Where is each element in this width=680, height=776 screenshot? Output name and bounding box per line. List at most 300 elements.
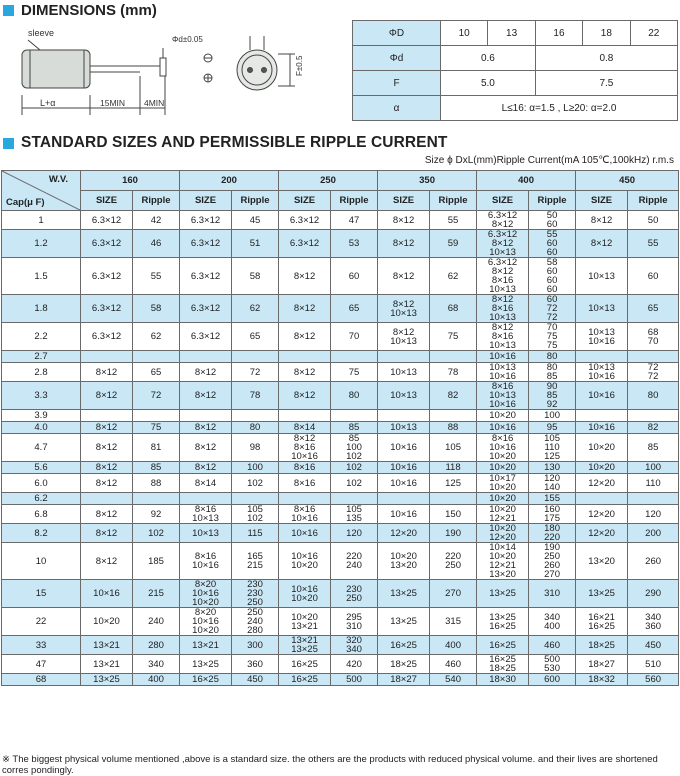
size-cell: 8×16 10×16 — [180, 543, 232, 580]
ripple-cell: 280 — [133, 636, 180, 655]
voltage-header-row — [2, 171, 679, 191]
ripple-cell: 420 — [331, 655, 378, 674]
table-row — [2, 363, 679, 382]
size-cell: 16×25 18×25 — [477, 655, 529, 674]
cap-label: Cap(μ F) — [6, 197, 45, 208]
ripple-cell: 53 — [331, 230, 378, 258]
voltage-header: 400 — [477, 171, 576, 191]
size-cell: 8×12 — [576, 211, 628, 230]
ripple-title-text: STANDARD SIZES AND PERMISSIBLE RIPPLE CURRENT — [21, 134, 448, 151]
capacitance-cell: 10 — [2, 543, 81, 580]
table-row — [2, 462, 679, 474]
ripple-cell: 340 — [133, 655, 180, 674]
ripple-cell: 46 — [133, 230, 180, 258]
size-cell: 13×21 — [81, 655, 133, 674]
size-cell: 13×25 — [378, 608, 430, 636]
size-header: SIZE — [477, 191, 529, 211]
table-row — [353, 71, 678, 96]
size-cell: 10×16 10×20 — [279, 580, 331, 608]
ripple-cell: 55 — [133, 258, 180, 295]
ripple-cell: 65 — [628, 295, 679, 323]
size-cell: 6.3×12 — [81, 211, 133, 230]
capacitance-cell: 3.9 — [2, 410, 81, 422]
ripple-cell: 102 — [232, 474, 279, 493]
capacitance-cell: 33 — [2, 636, 81, 655]
size-cell — [279, 410, 331, 422]
row-label: α — [353, 96, 441, 121]
pin-diameter-label: Φd±0.05 — [172, 35, 203, 44]
ripple-cell: 80 85 — [529, 363, 576, 382]
size-cell: 6.3×12 — [279, 230, 331, 258]
ripple-cell: 160 175 — [529, 505, 576, 524]
ripple-cell: 155 — [529, 493, 576, 505]
table-row — [2, 580, 679, 608]
voltage-header: 160 — [81, 171, 180, 191]
ripple-cell: 102 — [331, 462, 378, 474]
table-row — [353, 46, 678, 71]
ripple-cell: 115 — [232, 524, 279, 543]
ripple-cell: 105 135 — [331, 505, 378, 524]
size-cell: 6.3×12 8×12 10×13 — [477, 230, 529, 258]
size-cell: 8×12 — [81, 462, 133, 474]
size-cell: 6.3×12 — [81, 230, 133, 258]
dimensions-table — [352, 20, 678, 121]
ripple-cell: 60 — [331, 258, 378, 295]
size-cell: 8×12 — [81, 382, 133, 410]
ripple-cell: 65 — [232, 323, 279, 351]
ripple-cell: 47 — [331, 211, 378, 230]
voltage-header: 450 — [576, 171, 679, 191]
size-cell: 10×14 10×20 12×21 13×20 — [477, 543, 529, 580]
size-cell: 6.3×12 — [81, 323, 133, 351]
table-row — [2, 258, 679, 295]
size-cell: 8×16 10×13 — [180, 505, 232, 524]
size-cell: 10×20 — [477, 462, 529, 474]
size-cell: 13×25 — [81, 674, 133, 686]
ripple-cell: 105 110 125 — [529, 434, 576, 462]
ripple-cell: 58 — [232, 258, 279, 295]
ripple-cell: 290 — [628, 580, 679, 608]
size-cell — [378, 410, 430, 422]
ripple-cell: 540 — [430, 674, 477, 686]
size-cell: 10×20 13×21 — [279, 608, 331, 636]
ripple-cell — [232, 493, 279, 505]
size-cell: 8×14 — [180, 474, 232, 493]
ripple-cell: 220 250 — [430, 543, 477, 580]
capacitance-cell: 8.2 — [2, 524, 81, 543]
size-cell: 8×12 — [378, 211, 430, 230]
ripple-cell: 295 310 — [331, 608, 378, 636]
size-cell — [180, 493, 232, 505]
size-cell: 10×16 — [378, 474, 430, 493]
size-cell: 8×16 10×16 — [279, 505, 331, 524]
table-row — [2, 636, 679, 655]
size-cell: 18×27 — [576, 655, 628, 674]
ripple-cell: 70 75 75 — [529, 323, 576, 351]
capacitance-cell: 15 — [2, 580, 81, 608]
ripple-cell: 81 — [133, 434, 180, 462]
body-length-label: L+α — [40, 98, 56, 108]
size-cell: 13×25 16×25 — [477, 608, 529, 636]
size-cell: 8×12 — [378, 258, 430, 295]
size-cell: 10×20 — [81, 608, 133, 636]
size-cell: 8×12 — [81, 422, 133, 434]
size-cell — [279, 493, 331, 505]
ripple-cell: 190 — [430, 524, 477, 543]
capacitance-cell: 2.7 — [2, 351, 81, 363]
size-cell — [180, 351, 232, 363]
size-cell — [576, 493, 628, 505]
size-cell: 8×12 8×16 10×16 — [279, 434, 331, 462]
size-cell — [81, 351, 133, 363]
ripple-cell: 120 140 — [529, 474, 576, 493]
size-cell: 8×12 — [279, 258, 331, 295]
size-cell: 12×20 — [576, 505, 628, 524]
ripple-cell: 72 — [232, 363, 279, 382]
size-cell: 10×20 12×20 — [477, 524, 529, 543]
size-cell: 8×20 10×16 10×20 — [180, 608, 232, 636]
section-square-icon — [3, 5, 14, 16]
ripple-cell: 400 — [133, 674, 180, 686]
ripple-cell — [133, 351, 180, 363]
size-cell: 8×12 — [81, 524, 133, 543]
ripple-cell: 60 — [628, 258, 679, 295]
ripple-cell: 600 — [529, 674, 576, 686]
row-label: ΦD — [353, 21, 441, 46]
size-cell: 8×12 10×13 — [378, 295, 430, 323]
ripple-cell: 75 — [133, 422, 180, 434]
ripple-cell: 270 — [430, 580, 477, 608]
table-row — [2, 505, 679, 524]
size-cell: 8×12 — [279, 382, 331, 410]
size-cell: 13×25 — [378, 580, 430, 608]
table-row — [2, 422, 679, 434]
ripple-cell: 220 240 — [331, 543, 378, 580]
table-row — [2, 493, 679, 505]
size-cell: 8×12 — [81, 474, 133, 493]
ripple-cell: 360 — [232, 655, 279, 674]
table-row — [2, 323, 679, 351]
size-cell: 10×13 10×16 — [477, 363, 529, 382]
table-row — [2, 655, 679, 674]
size-cell — [180, 410, 232, 422]
ripple-cell: 82 — [430, 382, 477, 410]
size-cell: 10×13 — [378, 382, 430, 410]
size-cell — [81, 410, 133, 422]
ripple-cell: 42 — [133, 211, 180, 230]
ripple-cell: 450 — [628, 636, 679, 655]
size-cell: 13×21 — [81, 636, 133, 655]
table-row — [2, 382, 679, 410]
size-cell: 8×12 — [81, 505, 133, 524]
capacitance-cell: 2.2 — [2, 323, 81, 351]
ripple-cell: 50 — [628, 211, 679, 230]
ripple-cell: 58 60 60 60 — [529, 258, 576, 295]
size-cell: 8×12 — [81, 434, 133, 462]
ripple-cell: 80 — [331, 382, 378, 410]
pitch-label: F±0.5 — [295, 55, 304, 76]
size-cell: 8×16 — [279, 462, 331, 474]
size-cell: 8×14 — [279, 422, 331, 434]
ripple-cell: 62 — [430, 258, 477, 295]
ripple-cell: 88 — [133, 474, 180, 493]
ripple-cell: 85 — [628, 434, 679, 462]
lead-length-label: 15MIN — [100, 98, 126, 108]
cell: 10 — [441, 21, 488, 46]
size-cell: 8×12 — [180, 382, 232, 410]
size-cell: 10×16 — [576, 382, 628, 410]
size-cell: 13×20 — [576, 543, 628, 580]
capacitance-cell: 22 — [2, 608, 81, 636]
capacitance-cell: 1.2 — [2, 230, 81, 258]
size-cell — [576, 410, 628, 422]
size-cell: 6.3×12 — [180, 230, 232, 258]
cell: 13 — [488, 21, 535, 46]
size-cell: 8×12 — [576, 230, 628, 258]
size-cell: 10×13 — [576, 258, 628, 295]
ripple-cell: 300 — [232, 636, 279, 655]
size-cell: 8×12 — [81, 543, 133, 580]
ripple-header: Ripple — [628, 191, 679, 211]
ripple-cell — [628, 351, 679, 363]
ripple-cell: 72 72 — [628, 363, 679, 382]
size-cell: 18×32 — [576, 674, 628, 686]
ripple-cell — [628, 493, 679, 505]
size-cell: 10×16 — [378, 505, 430, 524]
ripple-cell: 230 230 250 — [232, 580, 279, 608]
ripple-cell: 150 — [430, 505, 477, 524]
size-cell: 16×25 — [180, 674, 232, 686]
size-cell: 8×12 8×16 10×13 — [477, 295, 529, 323]
size-cell: 12×20 — [378, 524, 430, 543]
size-cell: 13×25 — [576, 580, 628, 608]
capacitance-cell: 68 — [2, 674, 81, 686]
ripple-cell — [133, 410, 180, 422]
size-cell: 8×12 — [180, 462, 232, 474]
cell: 18 — [583, 21, 630, 46]
ripple-cell: 70 — [331, 323, 378, 351]
size-cell: 10×13 — [180, 524, 232, 543]
ripple-cell: 320 340 — [331, 636, 378, 655]
table-row — [2, 211, 679, 230]
ripple-cell: 460 — [529, 636, 576, 655]
size-cell: 10×13 10×16 — [576, 323, 628, 351]
ripple-cell — [232, 410, 279, 422]
size-cell: 10×20 13×20 — [378, 543, 430, 580]
ripple-cell: 68 — [430, 295, 477, 323]
capacitance-cell: 1.8 — [2, 295, 81, 323]
ripple-cell: 80 — [232, 422, 279, 434]
size-cell: 10×13 — [378, 422, 430, 434]
size-cell: 10×16 — [477, 422, 529, 434]
size-cell: 6.3×12 — [180, 258, 232, 295]
ripple-cell — [331, 351, 378, 363]
cell: 0.6 — [441, 46, 536, 71]
size-cell: 8×16 — [279, 474, 331, 493]
ripple-cell — [628, 410, 679, 422]
size-cell: 8×16 10×16 10×20 — [477, 434, 529, 462]
ripple-cell: 510 — [628, 655, 679, 674]
ripple-cell: 340 360 — [628, 608, 679, 636]
size-cell: 10×13 — [576, 295, 628, 323]
ripple-cell: 310 — [529, 580, 576, 608]
corner-header — [2, 171, 81, 211]
size-cell: 13×21 13×25 — [279, 636, 331, 655]
dimensions-title-text: DIMENSIONS (mm) — [21, 2, 157, 19]
footnote: ※ The biggest physical volume mentioned ,above is a standard size. the others are the products with reduced physical volume. and their lives are shortened corres pondingly. — [2, 754, 658, 776]
ripple-cell: 180 220 — [529, 524, 576, 543]
ripple-cell — [430, 493, 477, 505]
table-row — [2, 410, 679, 422]
size-cell: 8×12 10×13 — [378, 323, 430, 351]
size-cell: 10×16 — [279, 524, 331, 543]
ripple-cell: 260 — [628, 543, 679, 580]
size-cell: 16×25 — [279, 674, 331, 686]
capacitance-cell: 6.2 — [2, 493, 81, 505]
ripple-cell: 500 530 — [529, 655, 576, 674]
column-header-row — [2, 191, 679, 211]
ripple-cell: 45 — [232, 211, 279, 230]
size-cell — [81, 493, 133, 505]
ripple-cell: 72 — [133, 382, 180, 410]
ripple-cell: 110 — [628, 474, 679, 493]
ripple-cell: 58 — [133, 295, 180, 323]
size-cell: 6.3×12 8×12 8×16 10×13 — [477, 258, 529, 295]
size-cell: 6.3×12 — [180, 323, 232, 351]
size-cell: 10×16 10×20 — [279, 543, 331, 580]
ripple-header: Ripple — [430, 191, 477, 211]
size-cell: 10×20 — [477, 410, 529, 422]
size-cell: 12×20 — [576, 474, 628, 493]
table-row — [353, 21, 678, 46]
ripple-table — [1, 170, 679, 686]
voltage-header: 200 — [180, 171, 279, 191]
cell: 7.5 — [535, 71, 677, 96]
size-header: SIZE — [576, 191, 628, 211]
capacitance-cell: 1 — [2, 211, 81, 230]
ripple-title — [3, 134, 447, 152]
dimensions-title — [3, 2, 157, 19]
size-cell — [378, 351, 430, 363]
size-cell — [279, 351, 331, 363]
size-cell — [576, 351, 628, 363]
size-cell: 8×12 — [378, 230, 430, 258]
size-cell: 10×17 10×20 — [477, 474, 529, 493]
size-cell: 10×13 10×16 — [576, 363, 628, 382]
ripple-cell: 82 — [628, 422, 679, 434]
size-header: SIZE — [180, 191, 232, 211]
units-note: Size ϕ DxL(mm)Ripple Current(mA 105℃,100kHz) r.m.s — [424, 155, 674, 166]
capacitance-cell: 1.5 — [2, 258, 81, 295]
capacitor-dimension-diagram — [0, 20, 330, 126]
ripple-header: Ripple — [133, 191, 180, 211]
ripple-cell: 560 — [628, 674, 679, 686]
row-label: F — [353, 71, 441, 96]
ripple-cell: 80 — [529, 351, 576, 363]
row-label: Φd — [353, 46, 441, 71]
cell: 0.8 — [535, 46, 677, 71]
table-row — [2, 674, 679, 686]
ripple-cell: 62 — [232, 295, 279, 323]
size-cell: 13×25 — [477, 580, 529, 608]
cell: 22 — [630, 21, 677, 46]
size-cell: 13×21 — [180, 636, 232, 655]
ripple-cell — [133, 493, 180, 505]
size-cell: 8×12 — [279, 323, 331, 351]
ripple-cell: 105 102 — [232, 505, 279, 524]
table-row — [2, 230, 679, 258]
voltage-header: 250 — [279, 171, 378, 191]
ripple-cell: 55 — [628, 230, 679, 258]
size-cell: 6.3×12 8×12 — [477, 211, 529, 230]
size-cell: 10×20 12×21 — [477, 505, 529, 524]
sleeve-label: sleeve — [28, 28, 55, 38]
table-row — [2, 474, 679, 493]
ripple-cell — [430, 410, 477, 422]
capacitance-cell: 47 — [2, 655, 81, 674]
ripple-cell: 90 85 92 — [529, 382, 576, 410]
size-cell: 10×13 — [378, 363, 430, 382]
size-cell: 12×20 — [576, 524, 628, 543]
size-cell: 10×16 — [378, 434, 430, 462]
ripple-cell: 230 250 — [331, 580, 378, 608]
ripple-cell: 102 — [133, 524, 180, 543]
ripple-cell — [430, 351, 477, 363]
ripple-cell: 185 — [133, 543, 180, 580]
ripple-cell: 65 — [133, 363, 180, 382]
size-cell: 18×25 — [576, 636, 628, 655]
cell: 16 — [535, 21, 582, 46]
size-cell: 10×16 — [576, 422, 628, 434]
ripple-cell: 125 — [430, 474, 477, 493]
size-cell: 8×12 8×16 10×13 — [477, 323, 529, 351]
ripple-header: Ripple — [331, 191, 378, 211]
ripple-cell: 65 — [331, 295, 378, 323]
ripple-cell: 88 — [430, 422, 477, 434]
size-cell: 6.3×12 — [81, 258, 133, 295]
ripple-cell: 51 — [232, 230, 279, 258]
size-header: SIZE — [81, 191, 133, 211]
size-cell: 6.3×12 — [81, 295, 133, 323]
ripple-cell — [232, 351, 279, 363]
size-cell: 18×25 — [378, 655, 430, 674]
ripple-header: Ripple — [232, 191, 279, 211]
size-cell: 18×27 — [378, 674, 430, 686]
ripple-cell: 200 — [628, 524, 679, 543]
cell: 5.0 — [441, 71, 536, 96]
ripple-cell: 60 72 72 — [529, 295, 576, 323]
ripple-cell: 450 — [232, 674, 279, 686]
size-cell: 16×21 16×25 — [576, 608, 628, 636]
size-cell: 6.3×12 — [279, 211, 331, 230]
size-cell: 8×12 — [180, 434, 232, 462]
ripple-cell: 78 — [430, 363, 477, 382]
capacitance-cell: 3.3 — [2, 382, 81, 410]
capacitance-cell: 4.7 — [2, 434, 81, 462]
cell: L≤16: α=1.5 , L≥20: α=2.0 — [441, 96, 678, 121]
ripple-cell: 75 — [331, 363, 378, 382]
ripple-cell: 50 60 — [529, 211, 576, 230]
ripple-cell: 95 — [529, 422, 576, 434]
capacitance-cell: 5.6 — [2, 462, 81, 474]
size-cell: 6.3×12 — [180, 211, 232, 230]
table-row — [2, 295, 679, 323]
capacitance-cell: 2.8 — [2, 363, 81, 382]
ripple-cell: 85 — [133, 462, 180, 474]
size-cell — [378, 493, 430, 505]
ripple-cell: 62 — [133, 323, 180, 351]
size-cell: 8×16 10×13 10×16 — [477, 382, 529, 410]
